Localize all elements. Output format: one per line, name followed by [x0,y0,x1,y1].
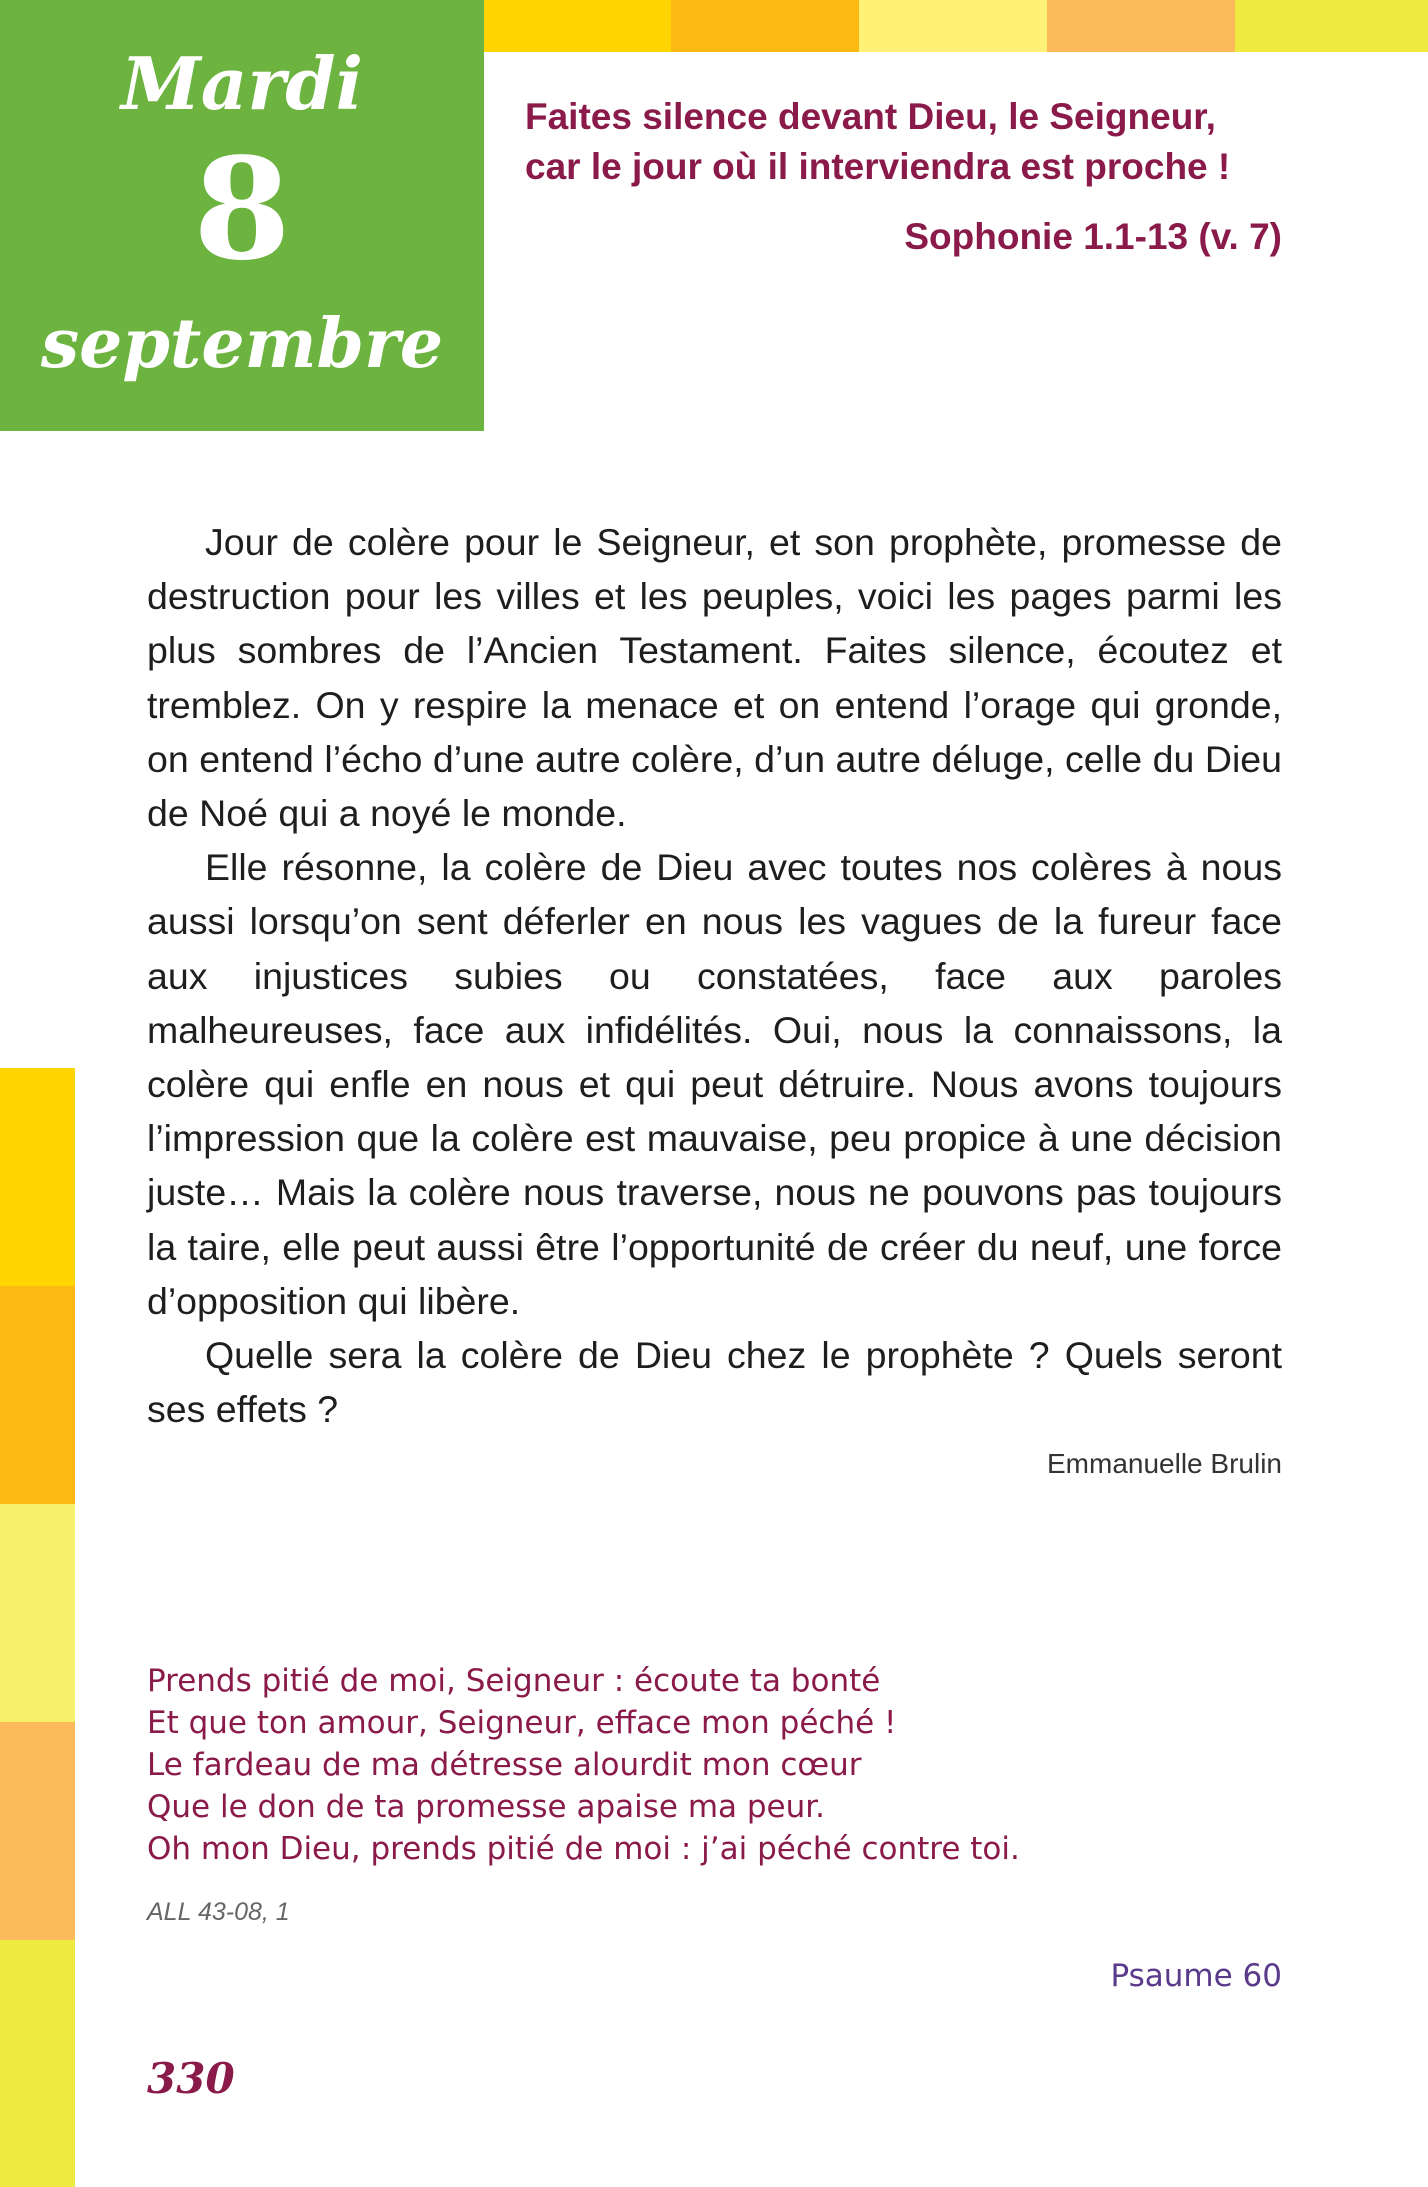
top-stripe-1 [484,0,671,52]
paragraph: Elle résonne, la colère de Dieu avec toutes nos colères à nous aussi lorsqu’on sent déferler en nous les vagues de la fureur face aux injustices subies ou constatées, face aux paroles malheureuses, face aux infidélités. Oui, nous la connaissons, la colère qui enfle en nous et qui peut détruire. Nous avons toujours l’impression que la colère est mauvaise, peu propice à une décision juste… Mais la colère nous traverse, nous ne pouvons pas toujours la taire, elle peut aussi être l’opportunité de créer du neuf, une force d’opposition qui libère. [147,846,1282,1322]
date-weekday: Mardi [121,41,363,126]
key-verse [525,92,1285,192]
top-stripe-5 [1235,0,1428,52]
date-block [0,0,484,431]
paragraph: Quelle sera la colère de Dieu chez le prophète ? Quels seront ses effets ? [147,1334,1282,1431]
song-code: ALL 43-08, 1 [147,1898,290,1926]
psalm-reference: Psaume 60 [1110,1958,1282,1994]
side-stripe-2 [0,1286,75,1504]
top-color-stripes [484,0,1428,52]
side-stripe-4 [0,1722,75,1940]
side-stripe-1 [0,1068,75,1286]
date-day: 8 [193,128,291,292]
psalm-line: Que le don de ta promesse apaise ma peur. [147,1789,826,1825]
paragraph: Jour de colère pour le Seigneur, et son prophète, promesse de destruction pour les villes et les peuples, voici les pages parmi les plus sombres de l’Ancien Testament. Faites silence, écoutez et tremblez. On y respire la menace et on entend l’orage qui gronde, on entend l’écho d’une autre colère, d’un autre déluge, celle du Dieu de Noé qui a noyé le monde. [147,521,1282,835]
side-stripe-5 [0,1940,75,2187]
psalm-line: Et que ton amour, Seigneur, efface mon péché ! [147,1705,897,1741]
psalm-line: Le fardeau de ma détresse alourdit mon cœur [147,1747,862,1783]
psalm-line: Oh mon Dieu, prends pitié de moi : j’ai péché contre toi. [147,1831,1020,1867]
psalm-text [147,1660,1282,1870]
date-month: septembre [40,304,444,384]
key-verse-line: Faites silence devant Dieu, le Seigneur, [525,96,1216,137]
verse-reference: Sophonie 1.1-13 (v. 7) [904,216,1282,257]
author-name: Emmanuelle Brulin [1047,1448,1282,1479]
top-stripe-3 [859,0,1047,52]
top-stripe-4 [1047,0,1235,52]
key-verse-line: car le jour où il interviendra est proche ! [525,146,1231,187]
page-number: 330 [147,2054,235,2103]
meditation-text [147,515,1282,1436]
side-color-stripes [0,1068,75,2187]
psalm-line: Prends pitié de moi, Seigneur : écoute ta bonté [147,1663,881,1699]
top-stripe-2 [671,0,859,52]
side-stripe-3 [0,1504,75,1722]
